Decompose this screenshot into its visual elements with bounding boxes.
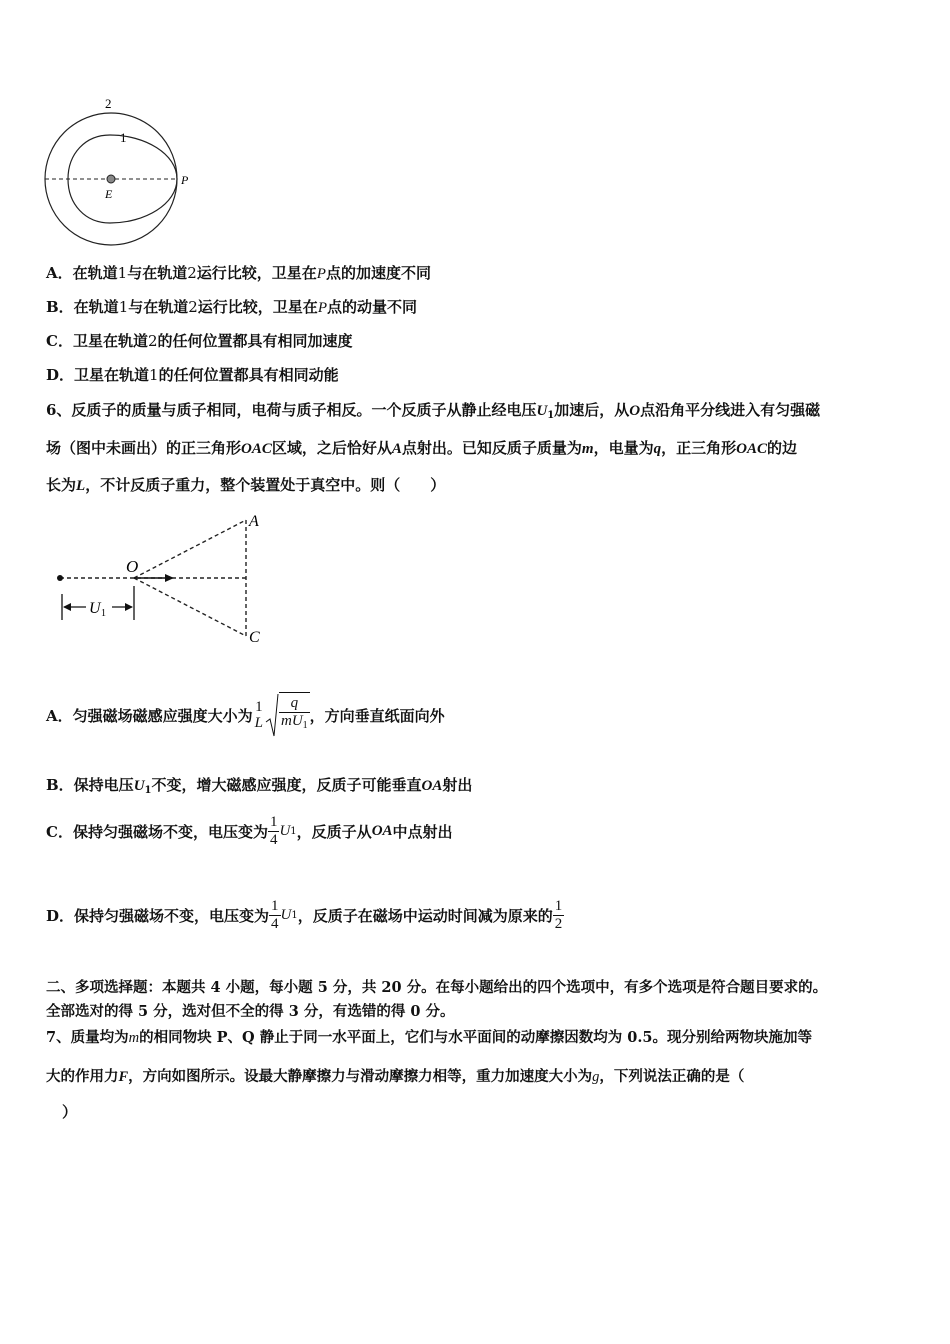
q5-d-suffix: 的任何位置都具有相同动能 (158, 366, 339, 384)
q6-u-sub: 1 (547, 410, 555, 421)
q6-a-sqrt-den-text: mU (280, 712, 303, 729)
q6-b-oa: OA (421, 778, 443, 794)
q6-d-u: U (280, 906, 292, 923)
q6-d-fraction (269, 898, 281, 932)
start-dot (57, 575, 63, 581)
q6-d-mid: ，反质子在磁场中运动时间减为原来的 (297, 906, 553, 925)
q6-a-suffix: ，方向垂直纸面向外 (309, 706, 445, 725)
q6-stem-line2 (46, 437, 797, 458)
q6-a-frac-num: 1 (255, 698, 263, 715)
q6-a-prefix: A．匀强磁场磁感应强度大小为 (46, 706, 253, 725)
q5-option-a (46, 262, 431, 283)
q6-c-frac-num: 1 (269, 814, 278, 830)
q5-b-text: B．在轨道 (46, 298, 119, 316)
q6-a-sqrt-num: q (290, 695, 299, 711)
q5-a-text: A．在轨道 (46, 264, 118, 282)
q6-oac: OAC (241, 441, 272, 457)
q6-c-prefix: C．保持匀强磁场不变，电压变为 (46, 822, 268, 841)
q6-l2b: 区域，之后恰好从 (271, 439, 392, 457)
orbit-figure (40, 92, 200, 264)
q6-l: L (76, 478, 86, 494)
triangle-figure (50, 508, 280, 653)
q6-d-frac-num: 1 (271, 898, 279, 914)
q7-l1a: 7、质量均为 (46, 1029, 129, 1046)
q5-b-mid2: 运行比较，卫星在 (197, 298, 318, 316)
q5-b-num1: 1 (118, 298, 129, 316)
q5-d-text: D．卫星在轨道 (46, 366, 150, 384)
earth-label: E (105, 187, 113, 201)
q6-l2c: 点射出。已知反质子质量为 (401, 439, 582, 457)
q7-l2b: ，方向如图所示。设最大静摩擦力与滑动摩擦力相等，重力加速度大小为 (128, 1068, 593, 1085)
q6-b-mid: 不变，增大磁感应强度，反质子可能垂直 (151, 776, 422, 794)
q6-option-c (46, 806, 453, 856)
q6-oac2: OAC (736, 441, 767, 457)
point-p-label: P (181, 173, 189, 187)
q7-f: F (118, 1069, 129, 1085)
u-arrowhead-right (125, 603, 133, 611)
q6-a-sqrt-frac (279, 692, 310, 738)
velocity-arrowhead (165, 574, 174, 582)
q6-d-frac2-den: 2 (554, 915, 563, 932)
q6-c-u: U (279, 822, 291, 839)
q6-l2f: 的边 (766, 439, 797, 457)
q7-line1 (46, 1026, 812, 1047)
q5-b-num2: 2 (188, 298, 198, 316)
q6-a-sqrt-den (279, 712, 310, 731)
q7-g: g (592, 1069, 600, 1085)
q5-a-num2: 2 (187, 264, 197, 282)
q5-a-num1: 1 (117, 264, 128, 282)
q6-q: q (653, 441, 662, 457)
q6-m: m (581, 441, 594, 457)
side-oc-dashed (134, 578, 246, 636)
u-arrowhead-left (63, 603, 71, 611)
q6-d-sub: 1 (291, 909, 298, 921)
q7-m: m (128, 1030, 140, 1046)
q6-l2d: ，电量为 (593, 439, 654, 457)
q6-stem-line3 (46, 474, 445, 495)
q5-option-c (46, 330, 353, 351)
q6-a: A (391, 441, 402, 457)
q6-a-sqrt (265, 692, 310, 738)
label-u-sub: 1 (101, 608, 106, 619)
q5-b-mid1: 与在轨道 (128, 298, 189, 316)
q6-a-frac-den: L (254, 715, 263, 731)
q6-b-suffix: 射出 (442, 776, 473, 794)
q7-l2a: 大的作用力 (46, 1068, 119, 1085)
label-a: A (249, 513, 259, 530)
sqrt-sign-icon (265, 692, 279, 738)
side-oa-dashed (134, 520, 246, 578)
q5-b-p: P (317, 300, 327, 316)
q6-o: O (629, 403, 641, 419)
q5-b-suffix: 点的动量不同 (326, 298, 417, 316)
label-u: U (89, 600, 101, 617)
q7-line2 (46, 1065, 744, 1086)
q6-option-d (46, 890, 564, 940)
orbit-1-label: 1 (120, 130, 127, 145)
q6-d-fraction2 (553, 898, 565, 932)
q6-c-sub: 1 (290, 825, 297, 837)
q6-l1c: 点沿角平分线进入有匀强磁 (640, 401, 821, 419)
q6-b-prefix: B．保持电压 (46, 776, 134, 794)
q6-c-mid: ，反质子从 (296, 822, 372, 841)
label-o: O (126, 557, 139, 576)
q5-a-p: P (316, 266, 326, 282)
q7-l2c: ，下列说法正确的是（ (599, 1068, 745, 1085)
q6-b-sub: 1 (144, 785, 152, 796)
q7-l1b: 的相同物块 P、Q 静止于同一水平面上，它们与水平面间的动摩擦因数均为 0.5。现分别给两物块施加等 (139, 1029, 812, 1046)
label-c: C (249, 629, 260, 646)
q6-c-frac-den: 4 (269, 831, 278, 848)
q6-c-fraction (268, 814, 280, 848)
q5-option-b (46, 296, 417, 317)
q6-d-frac2-num: 1 (554, 898, 563, 914)
q6-l2e: ，正三角形 (661, 439, 737, 457)
q5-a-mid2: 运行比较，卫星在 (196, 264, 317, 282)
q6-d-frac-den: 4 (271, 915, 279, 932)
q5-a-suffix: 点的加速度不同 (325, 264, 431, 282)
earth-dot (107, 175, 115, 183)
q7-line3: ） (62, 1103, 78, 1121)
q5-d-num: 1 (149, 366, 159, 384)
q6-d-prefix: D．保持匀强磁场不变，电压变为 (46, 906, 270, 925)
q6-stem-line1 (46, 399, 820, 421)
q6-c-suffix: 中点射出 (392, 822, 453, 841)
q5-c-text: C．卫星在轨道 (46, 332, 148, 350)
q5-option-d (46, 364, 339, 385)
q6-u: U (536, 403, 548, 419)
section2-line1: 二、多项选择题：本题共 4 小题，每小题 5 分，共 20 分。在每小题给出的四个选项中，有多个选项是符合题目要求的。 (46, 979, 828, 996)
q6-a-sqrt-den-sub: 1 (302, 719, 308, 731)
q6-c-oa: OA (371, 822, 393, 839)
section2-line2: 全部选对的得 5 分，选对但不全的得 3 分，有选错的得 0 分。 (46, 1003, 455, 1020)
q5-c-suffix: 的任何位置都具有相同加速度 (157, 332, 353, 350)
q6-l2a: 场（图中未画出）的正三角形 (46, 439, 242, 457)
q5-a-mid1: 与在轨道 (127, 264, 188, 282)
q6-l1b: 加速后，从 (554, 401, 630, 419)
q6-option-b (46, 774, 472, 796)
q6-l3a: 长为 (46, 476, 77, 494)
q6-l1a: 6、反质子的质量与质子相同，电荷与质子相反。一个反质子从静止经电压 (46, 401, 537, 419)
q6-a-fraction (253, 699, 265, 732)
orbit-2-label: 2 (105, 96, 112, 111)
q6-option-a (46, 690, 445, 740)
q5-c-num: 2 (147, 332, 158, 350)
q6-b-u: U (133, 778, 145, 794)
q6-l3b: ，不计反质子重力，整个装置处于真空中。则（ ） (85, 476, 446, 494)
